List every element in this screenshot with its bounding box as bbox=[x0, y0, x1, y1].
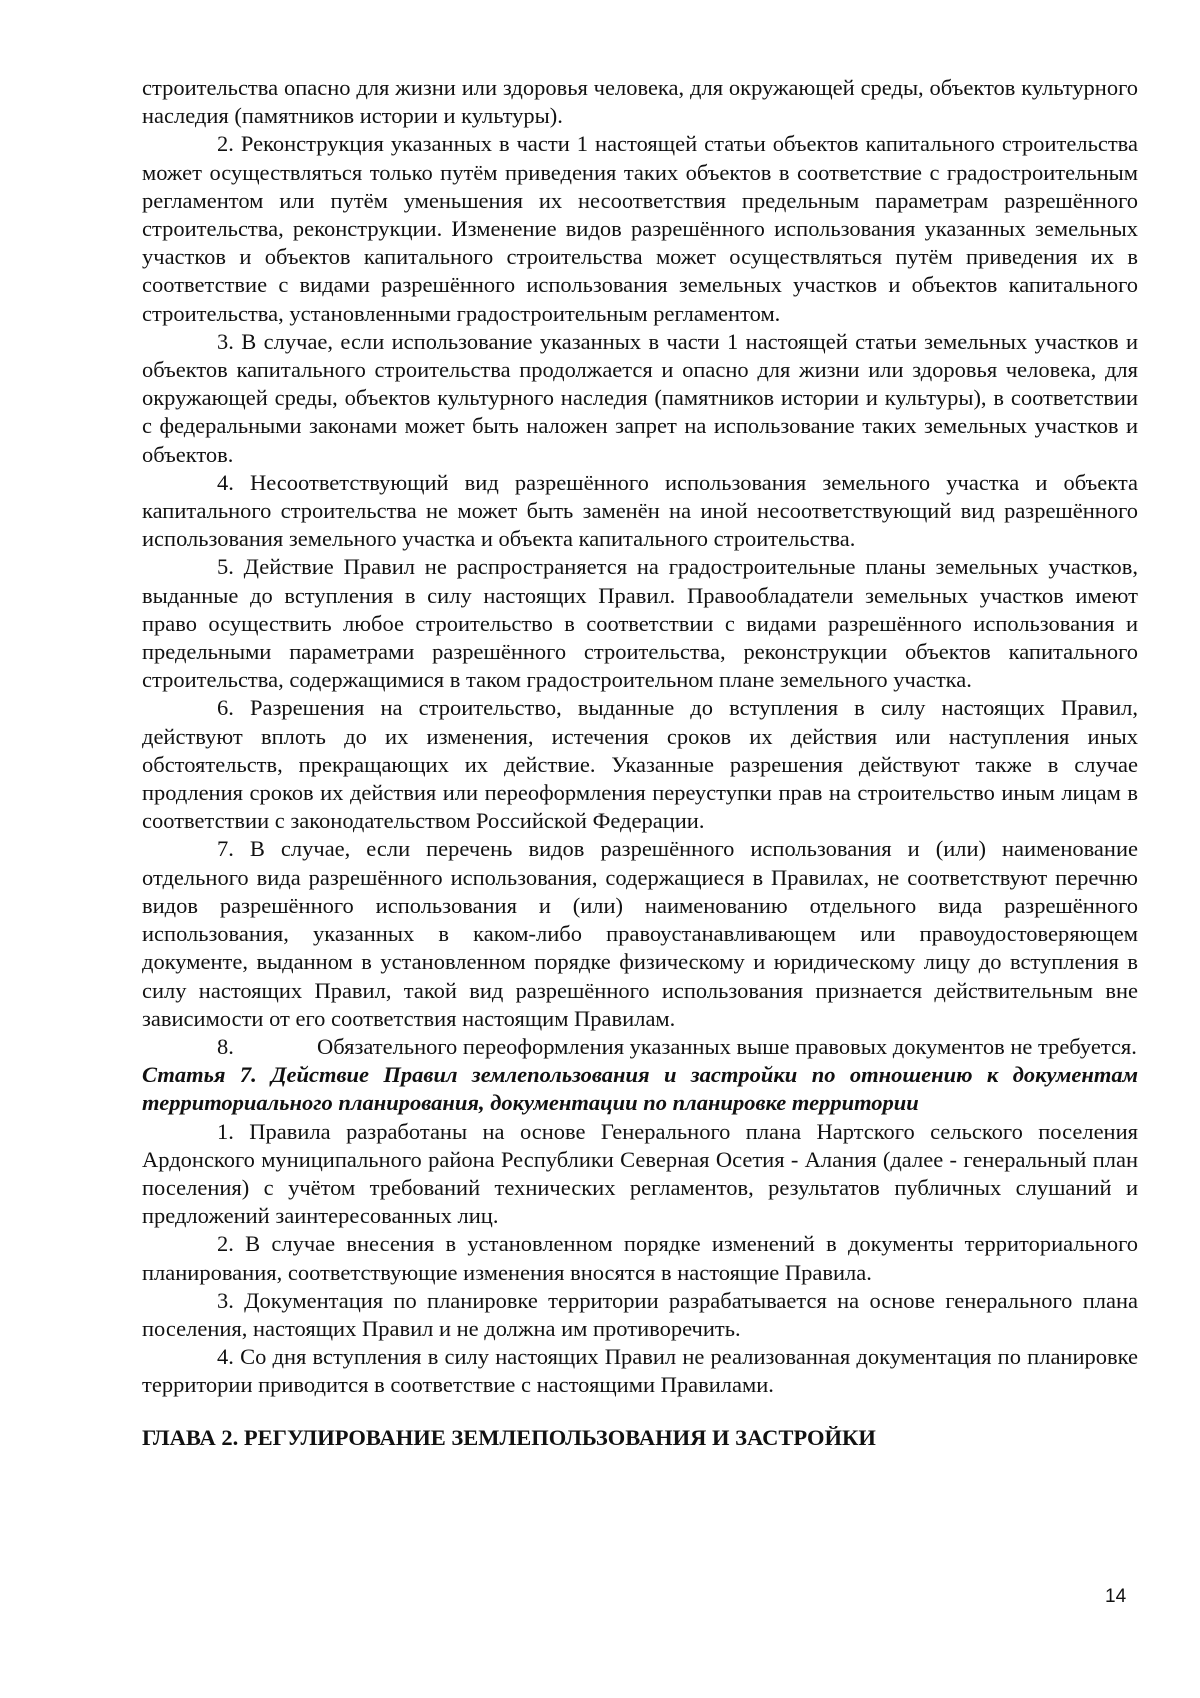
chapter-title: ГЛАВА 2. РЕГУЛИРОВАНИЕ ЗЕМЛЕПОЛЬЗОВАНИЯ И ЗАСТРОЙКИ bbox=[142, 1424, 876, 1450]
article-7-paragraph-1: 1. Правила разработаны на основе Генерального плана Нартского сельского поселения Ардонского муниципального района Республики Северная Осетия - Алания (далее - генеральный план поселения) с учётом требований технических регламентов, результатов публичных слушаний и предложений заинтересованных лиц. bbox=[142, 1118, 1138, 1229]
paragraph-8-number: 8. bbox=[217, 1033, 234, 1059]
paragraph-5: 5. Действие Правил не распространяется на градостроительные планы земельных участков, выданные до вступления в силу настоящих Правил. Правообладатели земельных участков имеют право осуществить любое строительство в соответствии с видами разрешённого использования и предельными параметрами разрешённого строительства, реконструкции объектов капитального строительства, содержащимися в таком градостроительном плане земельного участка. bbox=[142, 554, 1138, 693]
paragraph-8 bbox=[142, 1033, 1138, 1061]
document-page bbox=[142, 74, 1138, 1452]
paragraph-6: 6. Разрешения на строительство, выданные до вступления в силу настоящих Правил, действуют вплоть до их изменения, истечения сроков их действия или наступления иных обстоятельств, прекращающих их действие. Указанные разрешения действуют также в случае продления сроков их действия или переоформления переуступки прав на строительство иным лицам в соответствии с законодательством Российской Федерации. bbox=[142, 695, 1138, 834]
article-7-paragraph-3: 3. Документация по планировке территории разрабатывается на основе генерального плана поселения, настоящих Правил и не должна им противоречить. bbox=[142, 1287, 1138, 1341]
paragraph-3: 3. В случае, если использование указанных в части 1 настоящей статьи земельных участков и объектов капитального строительства продолжается и опасно для жизни или здоровья человека, для окружающей среды, объектов культурного наследия (памятников истории и культуры), в соответствии с федеральными законами может быть наложен запрет на использование таких земельных участков и объектов. bbox=[142, 328, 1138, 467]
article-7-paragraph-4: 4. Со дня вступления в силу настоящих Правил не реализованная документация по планировке территории приводится в соответствие с настоящими Правилами. bbox=[142, 1344, 1138, 1398]
paragraph-7: 7. В случае, если перечень видов разрешённого использования и (или) наименование отдельного вида разрешённого использования, содержащиеся в Правилах, не соответствуют перечню видов разрешённого использования и (или) наименованию отдельного вида разрешённого использования, указанных в каком-либо правоустанавливающем или правоудостоверяющем документе, выданном в установленном порядке физическому и юридическому лицу до вступления в силу настоящих Правил, такой вид разрешённого использования признается действительным вне зависимости от его соответствия настоящим Правилам. bbox=[142, 836, 1138, 1031]
opening-paragraph: строительства опасно для жизни или здоровья человека, для окружающей среды, объектов культурного наследия (памятников истории и культуры). bbox=[142, 75, 1138, 129]
page-number: 14 bbox=[1105, 1586, 1127, 1607]
paragraph-8-text: Обязательного переоформления указанных выше правовых документов не требуется. bbox=[317, 1033, 1137, 1059]
article-7-title: Статья 7. Действие Правил землепользования и застройки по отношению к документам территориального планирования, документации по планировке территории bbox=[142, 1062, 1138, 1116]
paragraph-2: 2. Реконструкция указанных в части 1 настоящей статьи объектов капитального строительства может осуществляться только путём приведения таких объектов в соответствие с градостроительным регламентом или путём уменьшения их несоответствия предельным параметрам разрешённого строительства, реконструкции. Изменение видов разрешённого использования указанных земельных участков и объектов капитального строительства может осуществляться путём приведения их в соответствие с видами разрешённого использования земельных участков и объектов капитального строительства, установленными градостроительным регламентом. bbox=[142, 131, 1138, 326]
paragraph-4: 4. Несоответствующий вид разрешённого использования земельного участка и объекта капитального строительства не может быть заменён на иной несоответствующий вид разрешённого использования земельного участка и объекта капитального строительства. bbox=[142, 469, 1138, 552]
article-7-paragraph-2: 2. В случае внесения в установленном порядке изменений в документы территориального планирования, соответствующие изменения вносятся в настоящие Правила. bbox=[142, 1231, 1138, 1285]
